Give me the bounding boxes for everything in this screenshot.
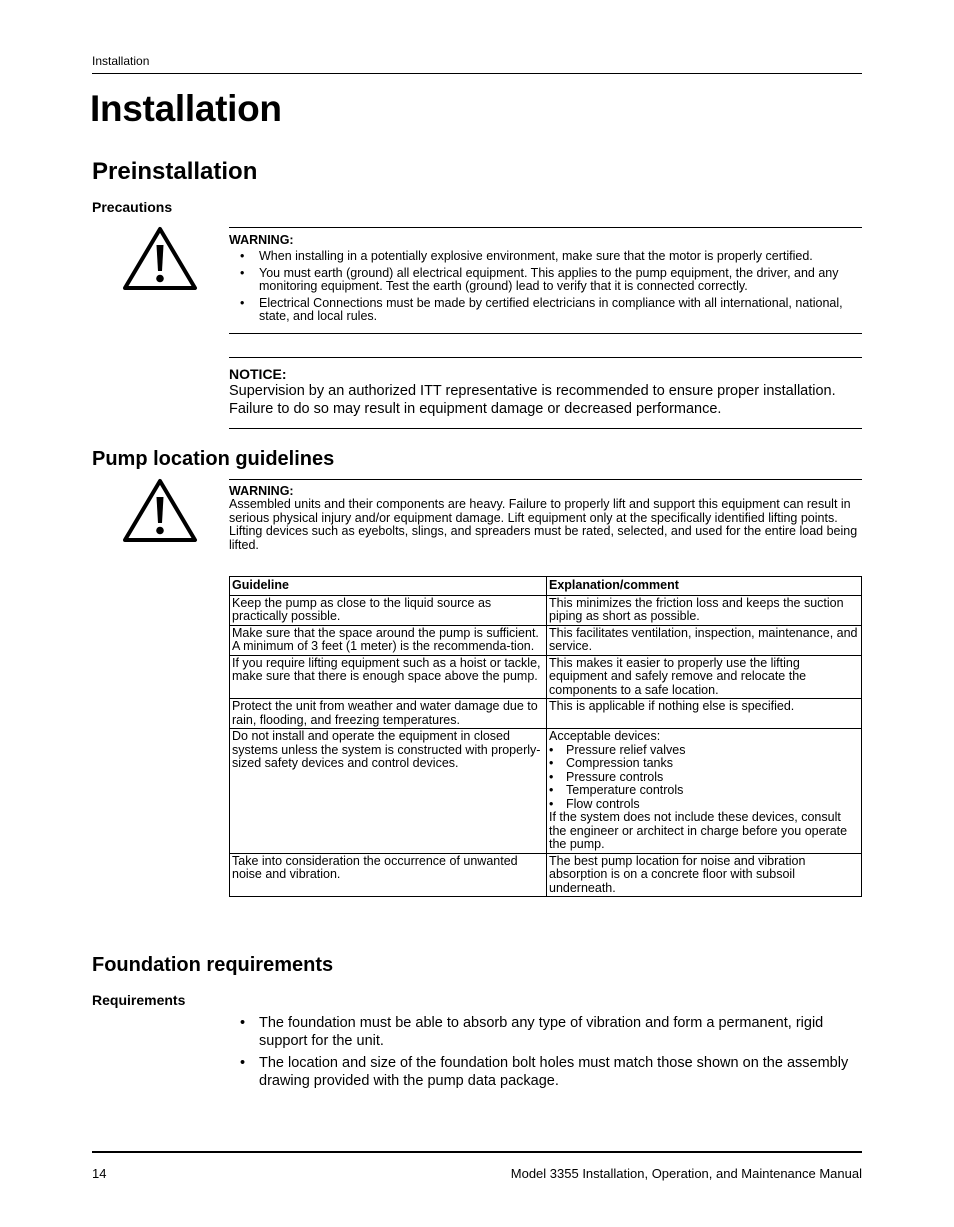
warning-box-electrical: [229, 227, 862, 334]
manual-title: Model 3355 Installation, Operation, and Maintenance Manual: [510, 1166, 862, 1181]
table-cell: This is applicable if nothing else is specified.: [547, 699, 862, 729]
table-row: [230, 595, 862, 625]
footer-rule: [92, 1151, 862, 1153]
table-cell: This facilitates ventilation, inspection, maintenance, and service.: [547, 625, 862, 655]
table-cell: This minimizes the friction loss and keeps the suction piping as short as possible.: [547, 595, 862, 625]
table-cell: Do not install and operate the equipment in closed systems unless the system is constructed with properly-sized safety devices and control devices.: [230, 729, 547, 854]
section-heading-pump-location: Pump location guidelines: [92, 448, 335, 470]
table-row: [230, 699, 862, 729]
table-row: [230, 853, 862, 897]
list-item: • The location and size of the foundation bolt holes must match those shown on the assembly drawing provided with the pump data package.: [229, 1054, 862, 1090]
table-cell: Protect the unit from weather and water damage due to rain, flooding, and freezing temperatures.: [230, 699, 547, 729]
table-cell: Take into consideration the occurrence of unwanted noise and vibration.: [230, 853, 547, 897]
subheading-requirements: Requirements: [92, 992, 186, 1008]
table-cell: If you require lifting equipment such as a hoist or tackle, make sure that there is enough space above the pump.: [230, 655, 547, 699]
warning-block-heavy: [229, 484, 862, 552]
guideline-table: [229, 576, 862, 897]
device-list-item: • Temperature controls: [549, 784, 859, 798]
table-header-row: [230, 577, 862, 596]
cell-text: If the system does not include these devices, consult the engineer or architect in charge before you operate the pump.: [549, 810, 848, 851]
list-item: • When installing in a potentially explosive environment, make sure that the motor is properly certified.: [229, 250, 862, 263]
requirements-list: [229, 1014, 862, 1094]
cell-text: Make sure that the space around the pump is sufficient.: [232, 625, 539, 640]
notice-text: Supervision by an authorized ITT representative is recommended to ensure proper installation. Failure to do so may result in equipment damage or decreased performance.: [229, 383, 836, 417]
page-title: Installation: [90, 88, 282, 129]
notice-box: [229, 357, 862, 429]
warning-triangle-icon: [122, 225, 198, 291]
warning-list: [229, 250, 862, 323]
table-row: [230, 655, 862, 699]
section-heading-preinstallation: Preinstallation: [92, 158, 258, 185]
running-head: Installation: [92, 54, 150, 68]
table-row: [230, 729, 862, 854]
notice-label: NOTICE:: [229, 366, 287, 382]
header-rule: [92, 73, 862, 74]
device-list-item: • Compression tanks: [549, 757, 859, 771]
device-list-item: • Pressure relief valves: [549, 744, 859, 758]
subheading-precautions: Precautions: [92, 199, 173, 215]
list-item: • The foundation must be able to absorb any type of vibration and form a permanent, rigid support for the unit.: [229, 1014, 862, 1050]
table-cell: Keep the pump as close to the liquid source as practically possible.: [230, 595, 547, 625]
warning-text: Assembled units and their components are heavy. Failure to properly lift and support this equipment can result in serious physical injury and/or equipment damage. Lift equipment only at the specifically identified lifting points. Lifting devices such as eyebolts, slings, and spreaders must be rated, selected, and used for the entire load being lifted.: [229, 497, 858, 552]
section-heading-foundation: Foundation requirements: [92, 954, 334, 976]
warning-label: WARNING:: [229, 233, 294, 247]
warning-triangle-icon: [122, 477, 198, 543]
column-header-guideline: Guideline: [230, 577, 547, 596]
warning-label: WARNING:: [229, 484, 294, 498]
table-cell: The best pump location for noise and vibration absorption is on a concrete floor with subsoil underneath.: [547, 853, 862, 897]
cell-text: Acceptable devices:: [549, 729, 661, 743]
table-row: [230, 625, 862, 655]
table-cell: This makes it easier to properly use the lifting equipment and safely remove and relocate the components to a safe location.: [547, 655, 862, 699]
list-item: • You must earth (ground) all electrical equipment. This applies to the pump equipment, the driver, and any monitoring equipment. Test the earth (ground) lead to verify that it is connected correctly.: [229, 267, 862, 293]
cell-text: A minimum of 3 feet (1 meter) is the recommenda-tion.: [232, 639, 535, 653]
list-item: • Electrical Connections must be made by certified electricians in compliance with all international, national, state, and local rules.: [229, 297, 862, 323]
table-cell: [230, 625, 547, 655]
device-list-item: • Pressure controls: [549, 771, 859, 785]
page-number: 14: [92, 1166, 107, 1181]
device-list-item: • Flow controls: [549, 798, 859, 812]
section-rule: [229, 479, 862, 480]
column-header-explanation: Explanation/comment: [547, 577, 862, 596]
table-cell: [547, 729, 862, 854]
